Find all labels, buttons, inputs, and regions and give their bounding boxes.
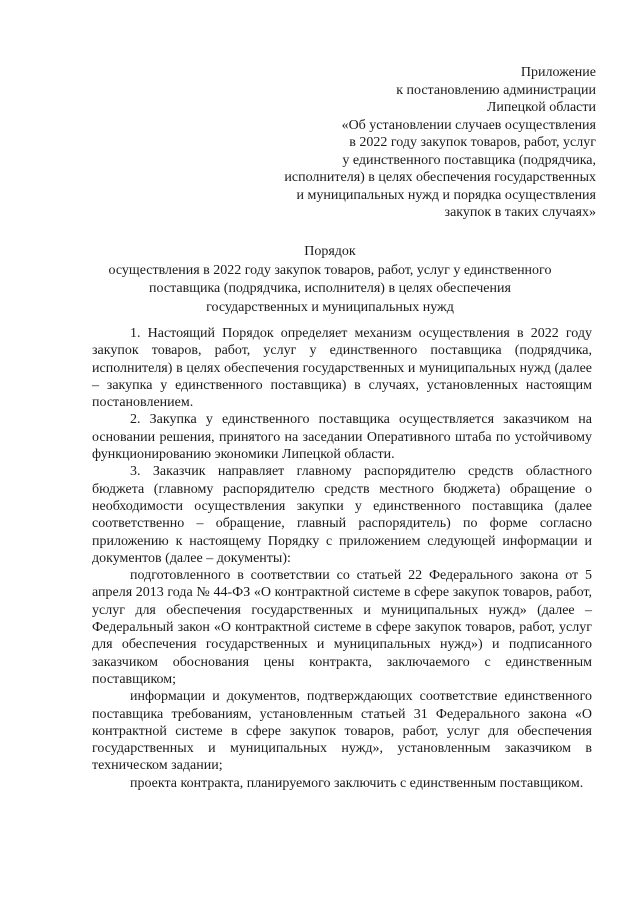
document-title	[80, 243, 580, 317]
appendix-line: в 2022 году закупок товаров, работ, услуг	[349, 135, 596, 150]
document-body	[92, 325, 592, 792]
appendix-line: у единственного поставщика (подрядчика,	[342, 152, 596, 168]
appendix-line: к постановлению администрации	[396, 82, 596, 98]
paragraph-3: 3. Заказчик направляет главному распорядителю средств областного бюджета (главному распорядителю средств местного бюджета) обращение о необходимости осуществления закупки у единственного поставщика (далее соответственно – обращение, главный распорядитель) по форме согласно приложению к настоящему Порядку с приложением следующей информации и документов (далее – документы):	[92, 464, 592, 566]
title-line: поставщика (подрядчика, исполнителя) в целях обеспечения	[149, 281, 511, 296]
list-item-justification: подготовленного в соответствии со статьей 22 Федерального закона от 5 апреля 2013 года № 44-ФЗ «О контрактной системе в сфере закупок товаров, работ, услуг для обеспечения государственных и муниципальных нужд» (далее – Федеральный закон «О контрактной системе в сфере закупок товаров, работ, услуг для обеспечения государственных и муниципальных нужд») и подписанного заказчиком обоснования цены контракта, заключаемого с единственным поставщиком;	[92, 568, 592, 687]
appendix-line: закупок в таких случаях»	[444, 205, 596, 220]
title-line: государственных и муниципальных нужд	[206, 299, 454, 315]
appendix-line: исполнителя) в целях обеспечения государственных	[284, 170, 596, 185]
title-line: осуществления в 2022 году закупок товаров, работ, услуг у единственного	[108, 262, 552, 278]
appendix-header	[196, 64, 596, 222]
paragraph-2: 2. Закупка у единственного поставщика осуществляется заказчиком на основании решения, принятого на заседании Оперативного штаба по устойчивому функционированию экономики Липецкой области.	[92, 412, 592, 463]
list-item-contract-draft: проекта контракта, планируемого заключить с единственным поставщиком.	[130, 775, 584, 791]
appendix-line: и муниципальных нужд и порядка осуществления	[296, 187, 596, 203]
appendix-line: Липецкой области	[486, 100, 596, 115]
title-heading: Порядок	[304, 244, 356, 259]
appendix-line: Приложение	[520, 65, 596, 80]
appendix-line: «Об установлении случаев осуществления	[341, 117, 596, 133]
list-item-supplier-documents: информации и документов, подтверждающих соответствие единственного поставщика требованиям, установленным статьей 31 Федерального закона «О контрактной системе в сфере закупок товаров, работ, услуг для обеспечения государственных и муниципальных нужд», установленным заказчиком в техническом задании;	[92, 689, 592, 774]
paragraph-1: 1. Настоящий Порядок определяет механизм осуществления в 2022 году закупок товаров, работ, услуг у единственного поставщика (подрядчика, исполнителя) в целях обеспечения государственных и муниципальных нужд (далее – закупка у единственного поставщика) в случаях, установленных настоящим постановлением.	[92, 326, 592, 411]
